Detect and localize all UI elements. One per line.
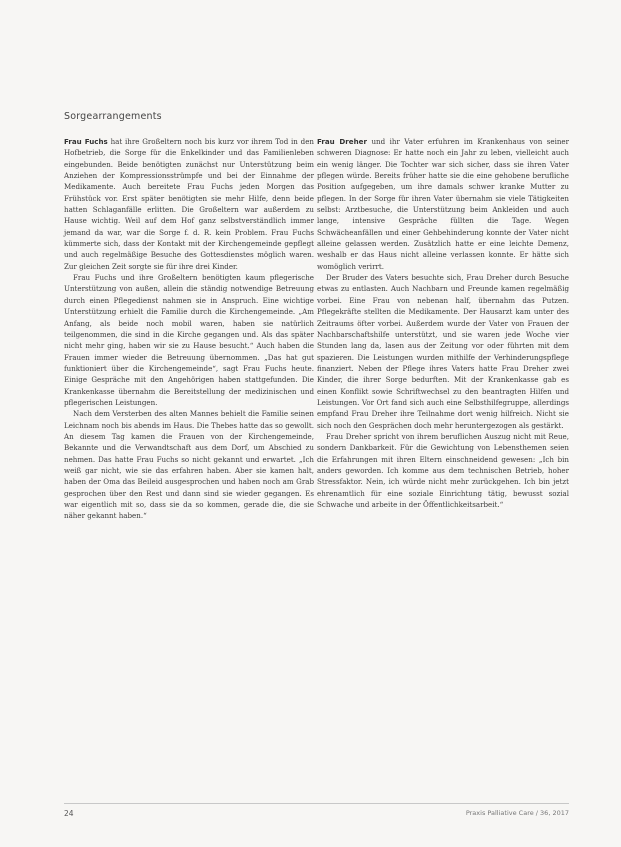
paragraph-text: hat ihre Großeltern noch bis kurz vor ihrem Tod in den Hofbetrieb, die Sorge für die Enkelkinder und das Familienleben eingebunden. Beide benötigten zunächst nur Unterstützung beim Anziehen der Kompressionsstrümpfe und bei der Einnahme der Medikamente. Auch bereitete Frau Fuchs jeden Morgen das Frühstück vor. Erst später benötigten sie mehr Hilfe, denn beide hatten Schlaganfälle erlitten. Die Großeltern war außerdem zu Hause wichtig. Weil auf dem Hof ganz selbstverständlich immer jemand da war, war die Sorge f. d. R. kein Problem. Frau Fuchs kümmerte sich, dass der Kontakt mit der Kirchengemeinde gepflegt und auch regelmäßige Besuche des Gottesdienstes möglich waren. Zur gleichen Zeit sorgte sie für ihre drei Kinder.	[64, 137, 314, 271]
page-number: 24	[64, 809, 74, 818]
paragraph	[64, 272, 314, 408]
column-left	[64, 136, 314, 522]
paragraph-text: Frau Fuchs und ihre Großeltern benötigten kaum pflegerische Unterstützung von außen, allein die ständig notwendige Betreuung durch einen Pflegedienst nahmen sie in Anspruch. Eine wichtige Unterstützung erhielt die Familie durch die Kirchengemeinde. „Am Anfang, als beide noch mobil waren, haben sie natürlich teilgenommen, die sind in die Kirche gegangen und. Als das später nicht mehr ging, haben wir sie zu Hause besucht.“ Auch haben die Frauen immer wieder die Betreuung übernommen. „Das hat gut funktioniert über die Kirchengemeinde“, sagt Frau Fuchs heute. Einige Gespräche mit den Angehörigen haben stattgefunden. Die Krankenkasse übernahm die Bereitstellung der medizinischen und pflegerischen Leistungen.	[64, 273, 314, 407]
paragraph-lead: Frau Fuchs	[64, 137, 108, 146]
paragraph-text: Der Bruder des Vaters besuchte sich, Frau Dreher durch Besuche etwas zu entlasten. Auch Nachbarn und Freunde kamen regelmäßig vorbei. Eine Frau von nebenan half, übernahm das Putzen. Pflegekräfte stellten die Medikamente. Der Hausarzt kam unter des Zeitraums öfter vorbei. Außerdem wurde der Vater von Frauen der Nachbarschaftshilfe unterstützt, und sie waren jede Woche vier Stunden lang da, lasen aus der Zeitung vor oder führten mit dem spazieren. Die Leistungen wurden mithilfe der Verhinderungspflege finanziert. Neben der Pflege ihres Vaters hatte Frau Dreher zwei Kinder, die ihrer Sorge bedurften. Mit der Krankenkasse gab es einen Konflikt sowie Schriftwechsel zu den beantragten Hilfen und Leistungen. Vor Ort fand sich auch eine Selbsthilfegruppe, allerdings empfand Frau Dreher ihre Teilnahme dort wenig hilfreich. Nicht sie sich noch den Gesprächen doch mehr heruntergezogen als gestärkt.	[317, 273, 569, 430]
column-right	[317, 136, 569, 510]
paragraph-lead: Frau Dreher	[317, 137, 367, 146]
journal-citation: Praxis Palliative Care / 36, 2017	[465, 809, 569, 817]
page-footer	[64, 803, 569, 818]
paragraph	[317, 272, 569, 431]
paragraph-text: Nach dem Versterben des alten Mannes behielt die Familie seinen Leichnam noch bis abends im Haus. Die Thebes hatte das so gewollt. An diesem Tag kamen die Frauen von der Kirchengemeinde, Bekannte und die Verwandtschaft aus dem Dorf, um Abschied zu nehmen. Das hatte Frau Fuchs so nicht gekannt und erwartet. „Ich weiß gar nicht, wie sie das erfahren haben. Aber sie kamen halt, haben der Oma das Beileid ausgesprochen und haben noch am Grab gesprochen über den Rest und dann sind sie wieder gegangen. Es war eigentlich mit so, dass sie da so kommen, gerade die, die sie näher gekannt haben.“	[64, 409, 314, 521]
paragraph	[64, 136, 314, 272]
paragraph	[64, 408, 314, 521]
section-title: Sorgearrangements	[64, 111, 162, 122]
paragraph	[317, 431, 569, 510]
paragraph-text: und ihr Vater erfuhren im Krankenhaus von seiner schweren Diagnose: Er hatte noch ein Jahr zu leben, vielleicht auch ein wenig länger. Die Tochter war sich sicher, dass sie ihren Vater pflegen würde. Bereits früher hatte sie die eine gehobene berufliche Position aufgegeben, um ihre damals schwer kranke Mutter zu pflegen. In der Sorge für ihren Vater übernahm sie viele Tätigkeiten selbst: Arztbesuche, die Unterstützung beim Ankleiden und auch lange, intensive Gespräche füllten die Tage. Wegen Schwächeanfällen und einer Gehbehinderung konnte der Vater nicht alleine gelassen werden. Zusätzlich hatte er eine leichte Demenz, weshalb er das Haus nicht alleine verlassen konnte. Er hätte sich womöglich verirrt.	[317, 137, 569, 271]
paragraph	[317, 136, 569, 272]
paragraph-text: Frau Dreher spricht von ihrem beruflichen Auszug nicht mit Reue, sondern Dankbarkeit. Für die Gewichtung von Lebensthemen seien die Erfahrungen mit ihren Eltern einschneidend gewesen: „Ich bin anders geworden. Ich komme aus dem technischen Betrieb, hoher Stressfaktor. Nein, ich würde nicht mehr zurückgehen. Ich bin jetzt ehrenamtlich für eine soziale Einrichtung tätig, bewusst sozial Schwache und arbeite in der Öffentlichkeitsarbeit.“	[317, 431, 569, 509]
